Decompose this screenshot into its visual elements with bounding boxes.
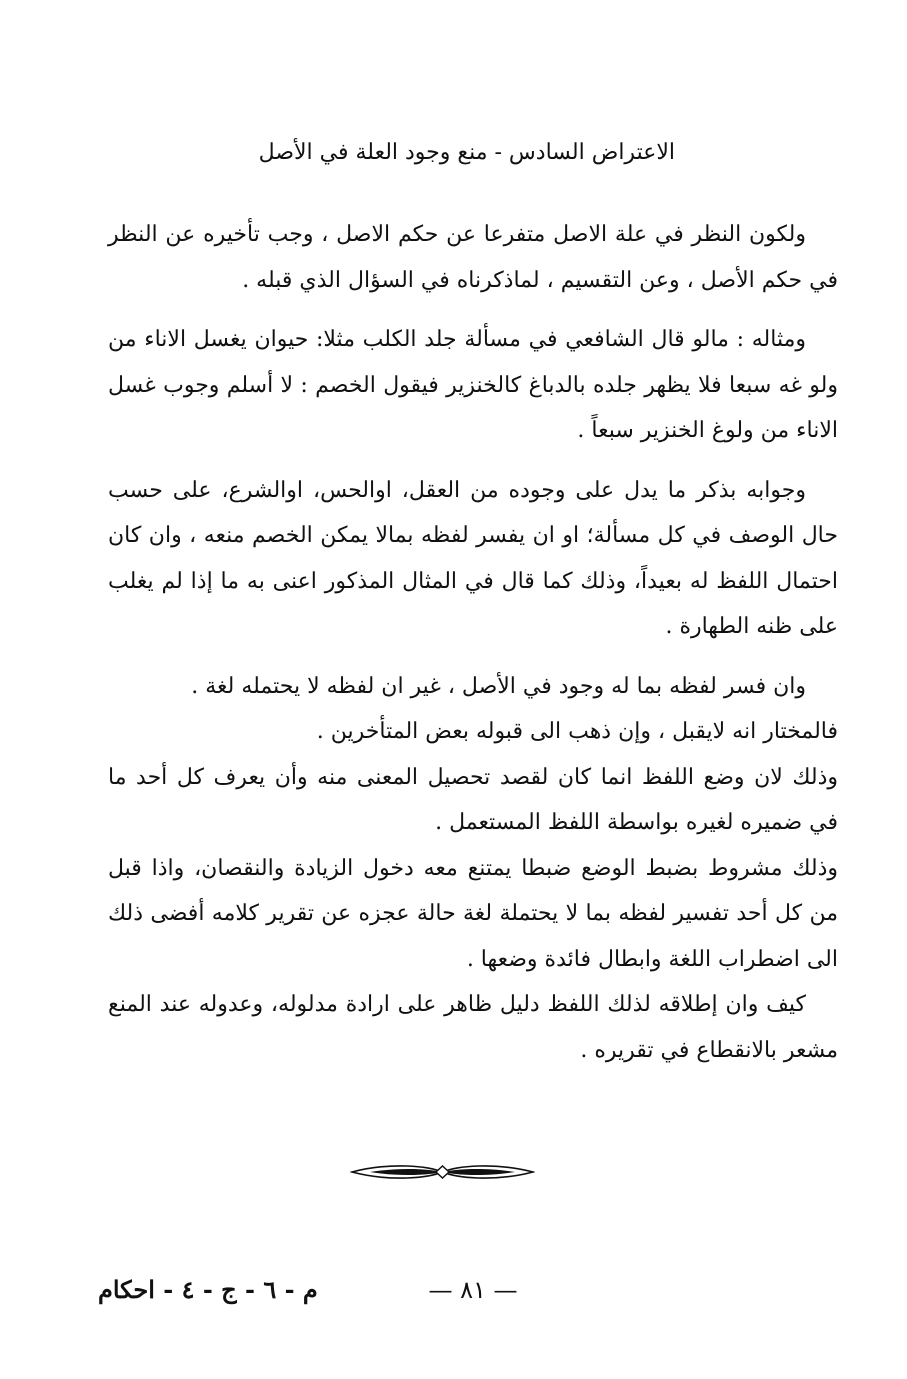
paragraph: فالمختار انه لايقبل ، وإن ذهب الى قبوله بعض المتأخرين .: [316, 719, 838, 744]
paragraph: ومثاله : مالو قال الشافعي في مسألة جلد الكلب مثلا: حيوان يغسل الاناء من ولو غه سبعا فلا يظهر جلده بالدباغ كالخنزير فيقول الخصم : لا أسلم وجوب غسل الاناء من ولوغ الخنزير سبعاً .: [108, 327, 838, 443]
paragraph: ولكون النظر في علة الاصل متفرعا عن حكم الاصل ، وجب تأخيره عن النظر في حكم الأصل ، وعن التقسيم ، لماذكرناه في السؤال الذي قبله .: [108, 222, 838, 293]
running-head: الاعتراض السادس - منع وجود العلة في الأصل: [258, 140, 675, 165]
section-ornament: [350, 1160, 535, 1184]
paragraph: وجوابه بذكر ما يدل على وجوده من العقل، اوالحس، اوالشرع، على حسب حال الوصف في كل مسألة؛ او ان يفسر لفظه بمالا يمكن الخصم منعه ، وان كان احتمال اللفظ له بعيداً، وذلك كما قال في المثال المذكور اعنى به ما إذا لم يغلب على ظنه الطهارة .: [108, 477, 838, 639]
paragraph: وذلك مشروط بضبط الوضع ضبطا يمتنع معه دخول الزيادة والنقصان، واذا قبل من كل أحد تفسير لفظه بما لا يحتملة لغة حالة عجزه عن تقرير كلامه أفضى ذلك الى اضطراب اللغة وابطال فائدة وضعها .: [108, 855, 838, 972]
body-text: [108, 212, 838, 1073]
paragraph: وذلك لان وضع اللفظ انما كان لقصد تحصيل المعنى منه وأن يعرف كل أحد ما في ضميره لغيره بواسطة اللفظ المستعمل .: [108, 764, 838, 835]
paragraph: وان فسر لفظه بما له وجود في الأصل ، غير ان لفظه لا يحتمله لغة .: [191, 673, 806, 699]
signature-mark: م - ٦ - ج - ٤ - احكام: [98, 1275, 318, 1304]
paragraph: كيف وان إطلاقه لذلك اللفظ دليل ظاهر على ارادة مدلوله، وعدوله عند المنع مشعر بالانقطاع في تقريره .: [108, 992, 838, 1063]
page-number: — ٨١ —: [428, 1276, 518, 1304]
